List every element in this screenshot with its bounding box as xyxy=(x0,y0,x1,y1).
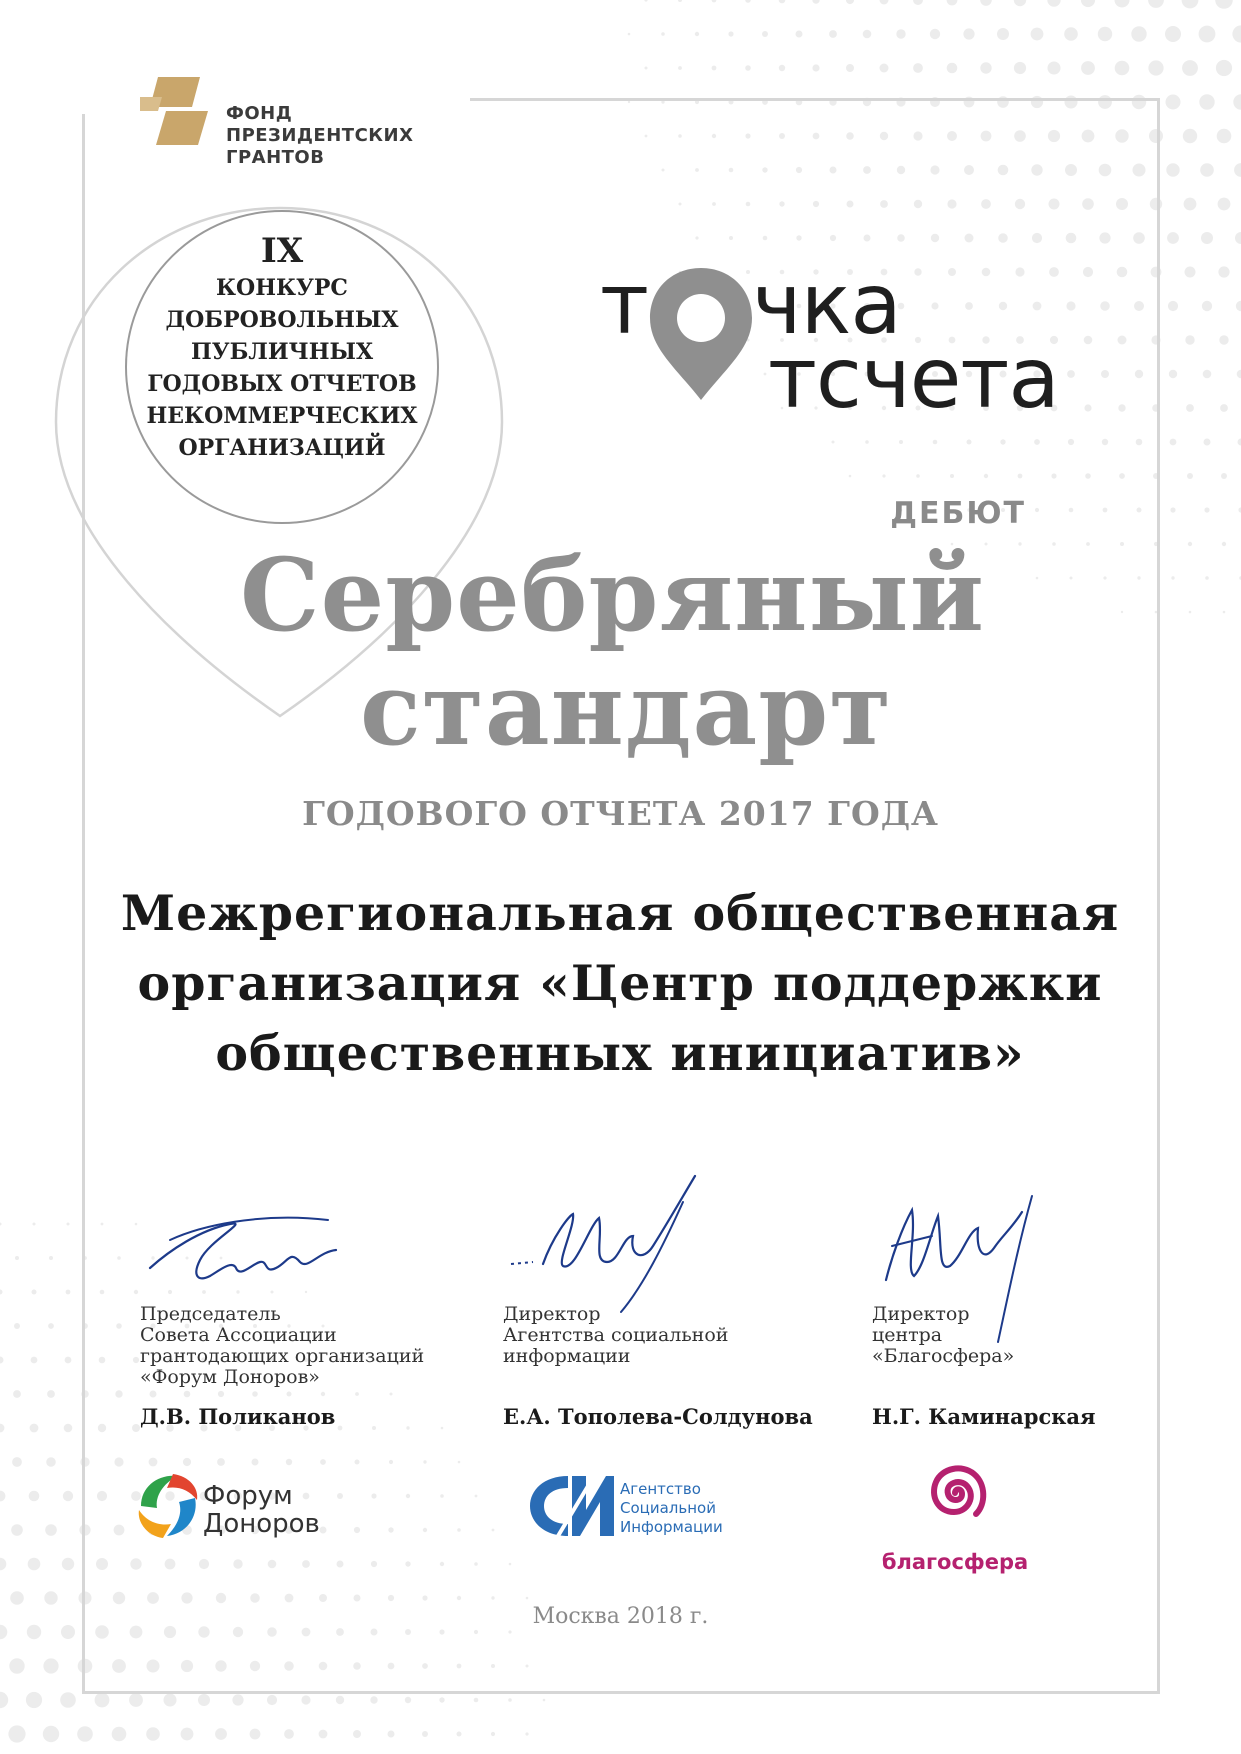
background-dot xyxy=(1014,62,1026,74)
background-dot xyxy=(1188,542,1192,546)
background-dot xyxy=(66,1290,71,1295)
background-dot xyxy=(712,66,717,71)
signer-role-line: «Благосфера» xyxy=(872,1345,1015,1367)
tochka-otscheta-logo xyxy=(600,255,1100,427)
background-dot xyxy=(112,1727,127,1742)
background-dot xyxy=(215,1728,227,1740)
award-category-tag: ДЕБЮТ xyxy=(890,496,1026,531)
background-dot xyxy=(695,32,699,36)
contest-title-line: ГОДОВЫХ ОТЧЕТОВ xyxy=(147,371,417,397)
handwritten-signature xyxy=(503,1166,723,1316)
background-dot xyxy=(63,1491,73,1501)
background-dot xyxy=(947,63,958,74)
background-dot xyxy=(1171,576,1174,579)
recipient-name-line: Межрегиональная общественная xyxy=(120,884,1120,942)
background-dot xyxy=(33,1223,36,1226)
signer-role-line: Директор xyxy=(872,1303,970,1325)
background-dot xyxy=(1237,370,1241,379)
signer-role-line: Директор xyxy=(503,1303,601,1325)
recipient-name xyxy=(80,878,1160,1088)
background-dot xyxy=(1223,611,1226,614)
background-dot xyxy=(880,0,889,5)
background-dot xyxy=(0,1223,2,1226)
background-dot xyxy=(64,1424,73,1433)
fund-name-line: ФОНД xyxy=(226,103,293,124)
background-dot xyxy=(198,1694,210,1706)
background-dot xyxy=(44,1591,57,1604)
background-dot xyxy=(1204,439,1211,446)
background-dot xyxy=(1220,404,1228,412)
background-dot xyxy=(388,1731,395,1738)
background-dot xyxy=(796,31,803,38)
background-dot xyxy=(1235,232,1241,244)
background-dot xyxy=(0,1424,4,1433)
background-dot xyxy=(913,63,923,73)
background-dot xyxy=(32,1290,37,1295)
background-dot xyxy=(8,1725,25,1742)
background-dot xyxy=(28,1558,41,1571)
background-dot xyxy=(1221,473,1227,479)
background-dot xyxy=(43,1658,58,1673)
background-dot xyxy=(1199,94,1214,109)
background-dot xyxy=(525,1732,528,1735)
background-dot xyxy=(43,1726,59,1742)
signer-role-line: центра xyxy=(872,1324,943,1346)
background-dot xyxy=(745,0,751,3)
background-dot xyxy=(1203,370,1212,379)
background-dot xyxy=(980,0,992,6)
background-dot xyxy=(1199,26,1216,43)
asi-wordmark-line: Информации xyxy=(620,1518,723,1536)
background-dot xyxy=(353,1730,361,1738)
background-dot xyxy=(628,33,631,36)
background-dot xyxy=(26,1692,42,1708)
signer-role-line: грантодающих организаций xyxy=(140,1345,425,1367)
background-dot xyxy=(267,1695,277,1705)
signer-name: Н.Г. Каминарская xyxy=(872,1404,1096,1429)
background-dot xyxy=(1167,232,1179,244)
background-dot xyxy=(129,1693,143,1707)
signer-role xyxy=(140,1304,424,1388)
background-dot xyxy=(1081,61,1095,75)
background-dot xyxy=(491,1732,495,1736)
background-dot xyxy=(1204,507,1209,512)
background-dot xyxy=(913,0,923,5)
asi-emblem-icon xyxy=(528,1470,614,1540)
background-dot xyxy=(1184,198,1197,211)
background-dot xyxy=(762,31,768,37)
asi-wordmark-line: Агентство xyxy=(620,1480,701,1498)
signer-role-line: информации xyxy=(503,1345,631,1367)
asi-wordmark xyxy=(620,1480,723,1537)
background-dot xyxy=(30,1424,39,1433)
background-dot xyxy=(67,1223,70,1226)
background-dot xyxy=(745,65,751,71)
background-dot xyxy=(370,1696,377,1703)
background-dot xyxy=(508,1698,512,1702)
forum-wordmark-line: Доноров xyxy=(203,1509,320,1539)
background-dot xyxy=(60,1692,76,1708)
background-dot xyxy=(1215,0,1233,9)
contest-title-line: КОНКУРС xyxy=(216,275,348,301)
blagosfera-wordmark: благосфера xyxy=(881,1550,1029,1574)
background-dot xyxy=(812,64,819,71)
recipient-name-line: общественных инициатив» xyxy=(215,1024,1025,1082)
asi-logo xyxy=(528,1470,748,1550)
background-dot xyxy=(1048,62,1061,75)
background-dot xyxy=(12,1457,22,1467)
background-dot xyxy=(880,64,889,73)
city-and-year: Москва 2018 г. xyxy=(532,1604,709,1629)
background-dot xyxy=(422,1731,428,1737)
background-dot xyxy=(31,1357,38,1364)
background-dot xyxy=(146,1727,160,1741)
background-dot xyxy=(1170,439,1177,446)
background-dot xyxy=(11,1524,23,1536)
signer-role xyxy=(503,1304,728,1367)
background-dot xyxy=(1238,439,1241,446)
background-dot xyxy=(29,1491,40,1502)
background-dot xyxy=(1183,129,1197,143)
background-dot xyxy=(1219,335,1228,344)
background-dot xyxy=(1031,28,1044,41)
background-dot xyxy=(95,1693,110,1708)
forum-wordmark-line: Форум xyxy=(203,1481,293,1511)
background-dot xyxy=(1081,0,1095,7)
background-dot xyxy=(65,1357,72,1364)
background-dot xyxy=(1234,163,1241,177)
background-dot xyxy=(1202,301,1212,311)
background-dot xyxy=(1047,0,1060,7)
background-dot xyxy=(232,1694,243,1705)
background-dot xyxy=(846,64,854,72)
background-dot xyxy=(49,1256,53,1260)
signer-name: Д.В. Поликанов xyxy=(140,1404,336,1429)
recipient-name-line: организация «Центр поддержки xyxy=(137,954,1103,1012)
award-title-line-2: стандарт xyxy=(360,650,893,768)
background-dot xyxy=(980,62,991,73)
background-dot xyxy=(896,29,905,38)
background-dot xyxy=(439,1697,444,1702)
background-dot xyxy=(1165,26,1181,42)
fund-name xyxy=(226,103,413,169)
background-dot xyxy=(1182,0,1199,8)
background-dot xyxy=(645,67,648,70)
background-dot xyxy=(0,1558,6,1571)
fund-emblem-icon xyxy=(140,77,220,147)
background-dot xyxy=(1148,0,1164,8)
map-pin-icon xyxy=(646,260,756,410)
background-dot xyxy=(1148,60,1163,75)
background-dot xyxy=(45,1524,57,1536)
background-dot xyxy=(1185,267,1196,278)
background-dot xyxy=(0,1290,3,1295)
background-dot xyxy=(1098,27,1112,41)
presidential-grants-fund-logo xyxy=(140,77,450,177)
signer-role xyxy=(872,1304,1014,1367)
background-dot xyxy=(62,1558,74,1570)
award-title-line-1: Серебряный xyxy=(240,536,985,654)
background-dot xyxy=(1201,232,1213,244)
background-dot xyxy=(1185,335,1194,344)
forum-donorov-logo xyxy=(133,1470,333,1550)
background-dot xyxy=(1166,163,1179,176)
spiral-icon xyxy=(920,1458,990,1528)
hands-icon xyxy=(133,1470,203,1542)
background-dot xyxy=(9,1658,24,1673)
background-dot xyxy=(963,28,974,39)
background-dot xyxy=(1222,542,1226,546)
background-dot xyxy=(0,1692,8,1708)
handwritten-signature xyxy=(140,1190,360,1300)
brand-word-first-letter: т xyxy=(600,255,648,353)
background-dot xyxy=(997,28,1009,40)
background-dot xyxy=(644,0,647,2)
contest-number: IX xyxy=(260,231,304,271)
background-dot xyxy=(474,1698,479,1703)
background-dot xyxy=(1232,25,1241,42)
fund-name-line: ГРАНТОВ xyxy=(226,147,325,168)
contest-title-line: ПУБЛИЧНЫХ xyxy=(190,339,374,365)
signer-role-line: Председатель xyxy=(140,1303,281,1325)
background-dot xyxy=(47,1390,55,1398)
background-dot xyxy=(1166,95,1181,110)
background-dot xyxy=(301,1695,310,1704)
background-dot xyxy=(284,1729,294,1739)
signer-role-line: Агентства социальной xyxy=(503,1324,729,1346)
background-dot xyxy=(48,1323,54,1329)
background-dot xyxy=(15,1256,19,1260)
background-dot xyxy=(405,1697,411,1703)
background-dot xyxy=(1217,129,1232,144)
background-dot xyxy=(779,0,786,3)
background-dot xyxy=(1169,370,1177,378)
background-dot xyxy=(319,1730,328,1739)
background-dot xyxy=(46,1457,56,1467)
contest-title-line: ДОБРОВОЛЬНЫХ xyxy=(165,307,399,333)
background-dot xyxy=(712,0,717,2)
background-dot xyxy=(1186,404,1194,412)
background-dot xyxy=(1236,301,1241,311)
background-dot xyxy=(1233,94,1241,109)
background-dot xyxy=(543,1699,546,1702)
forum-donorov-wordmark xyxy=(203,1482,320,1538)
signer-role-line: «Форум Доноров» xyxy=(140,1366,320,1388)
background-dot xyxy=(779,65,785,71)
background-dot xyxy=(930,29,940,39)
brand-word-rest: чка xyxy=(752,255,901,353)
background-dot xyxy=(1182,60,1198,76)
background-dot xyxy=(1168,301,1178,311)
background-dot xyxy=(164,1694,177,1707)
background-dot xyxy=(1115,0,1130,8)
signer-role-line: Совета Ассоциации xyxy=(140,1324,337,1346)
background-dot xyxy=(846,0,854,4)
background-dot xyxy=(728,31,733,36)
background-dot xyxy=(829,30,837,38)
background-dot xyxy=(1200,163,1214,177)
background-dot xyxy=(947,0,958,5)
background-dot xyxy=(1216,60,1232,76)
background-dot xyxy=(457,1732,462,1737)
background-dot xyxy=(678,66,682,70)
brand-word-second-line: тсчета xyxy=(768,329,1059,427)
fund-name-line: ПРЕЗИДЕНТСКИХ xyxy=(226,125,414,146)
background-dot xyxy=(812,0,819,4)
background-dot xyxy=(13,1390,21,1398)
background-dot xyxy=(863,30,872,39)
background-dot xyxy=(14,1323,20,1329)
background-dot xyxy=(336,1696,344,1704)
background-dot xyxy=(1189,611,1192,614)
asi-wordmark-line: Социальной xyxy=(620,1499,716,1517)
background-dot xyxy=(1131,26,1146,41)
background-dot xyxy=(1014,0,1026,6)
background-dot xyxy=(1187,473,1193,479)
contest-title-line: ОРГАНИЗАЦИЙ xyxy=(178,435,386,461)
award-subtitle: ГОДОВОГО ОТЧЕТА 2017 ГОДА xyxy=(302,794,939,833)
background-dot xyxy=(1115,61,1130,76)
background-dot xyxy=(1218,198,1231,211)
background-dot xyxy=(1218,266,1229,277)
contest-title-line: НЕКОММЕРЧЕСКИХ xyxy=(146,403,418,429)
background-dot xyxy=(0,1491,5,1502)
background-dot xyxy=(1064,27,1078,41)
background-dot xyxy=(250,1729,261,1740)
contest-title xyxy=(130,230,434,464)
background-dot xyxy=(10,1591,24,1605)
background-dot xyxy=(0,1357,4,1364)
signer-name: Е.А. Тополева-Солдунова xyxy=(503,1404,813,1429)
blagosfera-logo xyxy=(865,1454,1045,1584)
background-dot xyxy=(77,1726,93,1742)
background-dot xyxy=(1170,507,1175,512)
background-dot xyxy=(1205,576,1209,580)
background-dot xyxy=(181,1728,194,1741)
background-dot xyxy=(678,0,682,2)
background-dot xyxy=(661,32,665,36)
